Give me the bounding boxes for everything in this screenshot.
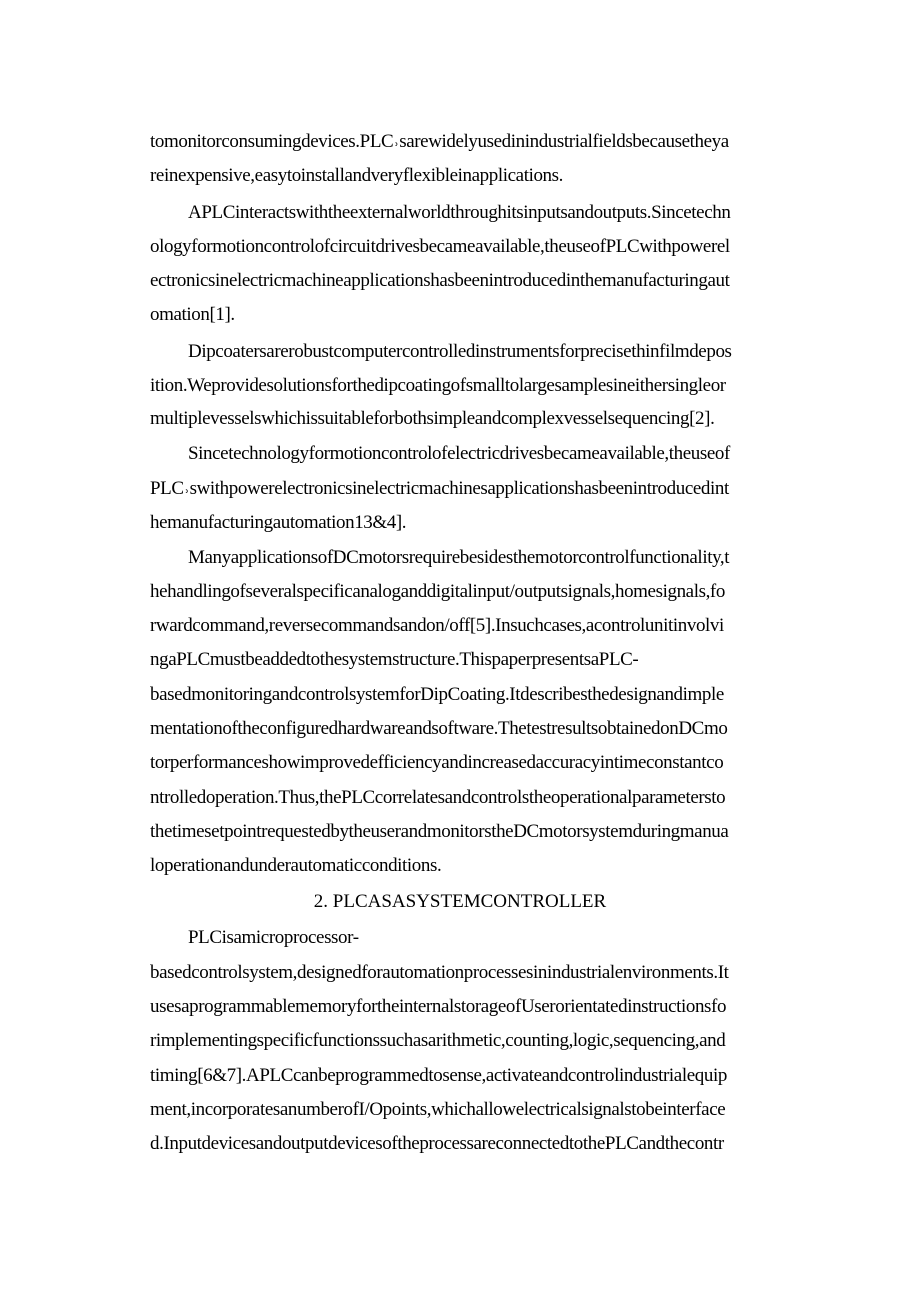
text-line: reinexpensive,easytoinstallandveryflexibleinapplications. bbox=[150, 165, 564, 186]
text-line: torperformanceshowimprovedefficiencyandincreasedaccuracyintimeconstantco bbox=[150, 752, 724, 773]
text-line: basedcontrolsystem,designedforautomationprocessesinindustrialenvironments.It bbox=[150, 962, 729, 983]
text-line: Dipcoatersarerobustcomputercontrolledinstrumentsforprecisethinfilmdepos bbox=[188, 341, 732, 362]
text-line: usesaprogrammablememoryfortheinternalstorageofUserorientatedinstructionsfo bbox=[150, 996, 727, 1017]
text-line: tomonitorconsumingdevices.PLC˒sarewidelyusedinindustrialfieldsbecausetheya bbox=[150, 131, 729, 152]
text-line: timing[6&7].APLCcanbeprogrammedtosense,activateandcontrolindustrialequip bbox=[150, 1065, 727, 1086]
text-line: APLCinteractswiththeexternalworldthroughitsinputsandoutputs.Sincetechn bbox=[188, 202, 731, 223]
text-line: ment,incorporatesanumberofI/Opoints,whichallowelectricalsignalstobeinterface bbox=[150, 1099, 726, 1120]
text-line: PLCisamicroprocessor- bbox=[188, 927, 359, 948]
text-line: mentationoftheconfiguredhardwareandsoftware.ThetestresultsobtainedonDCmo bbox=[150, 718, 728, 739]
text-line: ition.Weprovidesolutionsforthedipcoatingofsmalltolargesamplesineithersingleor bbox=[150, 375, 726, 396]
text-line: hemanufacturingautomation13&4]. bbox=[150, 512, 407, 533]
text-line: rimplementingspecificfunctionssuchasarithmetic,counting,logic,sequencing,and bbox=[150, 1030, 726, 1051]
text-line: ManyapplicationsofDCmotorsrequirebesidesthemotorcontrolfunctionality,t bbox=[188, 547, 730, 568]
text-line: thetimesetpointrequestedbytheuserandmonitorstheDCmotorsystemduringmanua bbox=[150, 821, 729, 842]
text-line: multiplevesselswhichissuitableforbothsimpleandcomplexvesselsequencing[2]. bbox=[150, 408, 715, 429]
text-line: ologyformotioncontrolofcircuitdrivesbecameavailable,theuseofPLCwithpowerel bbox=[150, 236, 730, 257]
text-line: d.InputdevicesandoutputdevicesoftheprocessareconnectedtothePLCandthecontr bbox=[150, 1133, 724, 1154]
text-line: ntrolledoperation.Thus,thePLCcorrelatesandcontrolstheoperationalparametersto bbox=[150, 787, 726, 808]
text-line: hehandlingofseveralspecificanaloganddigitalinput/outputsignals,homesignals,fo bbox=[150, 581, 725, 602]
text-line: Sincetechnologyformotioncontrolofelectricdrivesbecameavailable,theuseof bbox=[188, 443, 730, 464]
text-line: ectronicsinelectricmachineapplicationshasbeenintroducedinthemanufacturingaut bbox=[150, 270, 730, 291]
text-line: loperationandunderautomaticconditions. bbox=[150, 855, 442, 876]
text-line: ngaPLCmustbeaddedtothesystemstructure.ThispaperpresentsaPLC- bbox=[150, 649, 639, 670]
text-line: PLC˒swithpowerelectronicsinelectricmachinesapplicationshasbeenintroducedint bbox=[150, 478, 729, 499]
text-line: basedmonitoringandcontrolsystemforDipCoating.Itdescribesthedesignandimple bbox=[150, 684, 724, 705]
section-heading: 2. PLCASASYSTEMCONTROLLER bbox=[313, 891, 607, 912]
text-line: rwardcommand,reversecommandsandon/off[5].Insuchcases,acontrolunitinvolvi bbox=[150, 615, 724, 636]
text-line: omation[1]. bbox=[150, 304, 235, 325]
